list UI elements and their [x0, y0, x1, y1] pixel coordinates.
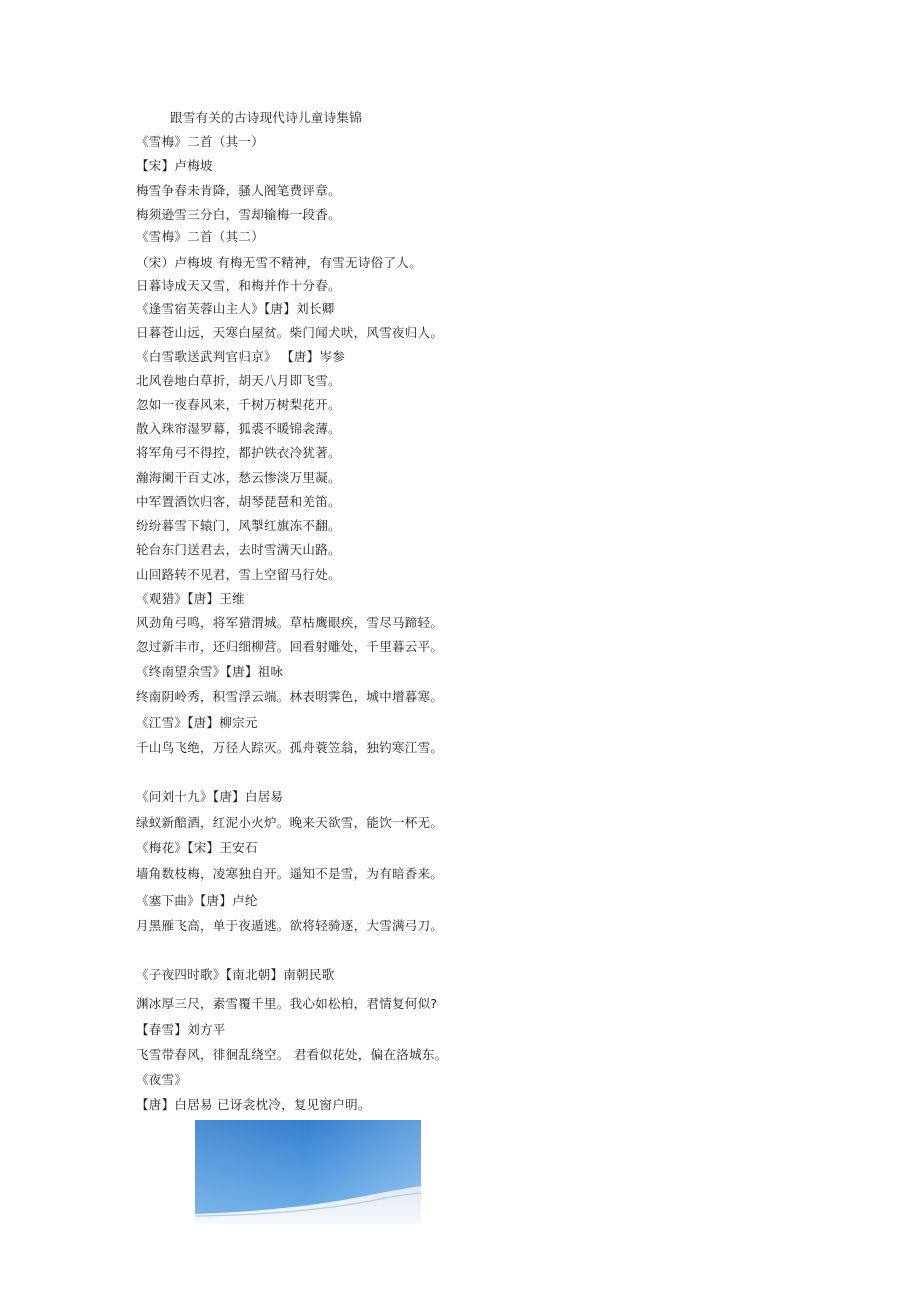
poem-line: 将军角弓不得控，都护铁衣冷犹著。	[136, 445, 341, 460]
document-title: 跟雪有关的古诗现代诗儿童诗集锦	[170, 110, 363, 125]
poem-line: 梅须逊雪三分白，雪却输梅一段香。	[136, 207, 341, 222]
poem-author: 【宋】卢梅坡	[136, 158, 213, 173]
poem-line: （宋）卢梅坡 有梅无雪不精神，有雪无诗俗了人。	[136, 255, 422, 270]
poem-heading: 【春雪】刘方平	[136, 1022, 226, 1037]
poem-line: 飞雪带春风，徘徊乱绕空。 君看似花处，偏在洛城东。	[136, 1047, 448, 1062]
poem-line: 纷纷暮雪下辕门，风掣红旗冻不翻。	[136, 518, 341, 533]
poem-line: 渊冰厚三尺，素雪覆千里。我心如松柏，君情复何似?	[136, 996, 438, 1011]
poem-heading: 《夜雪》	[136, 1072, 188, 1087]
poem-line: 忽过新丰市，还归细柳营。回看射雕处，千里暮云平。	[136, 639, 444, 654]
poem-line: 月黑雁飞高，单于夜遁逃。欲将轻骑逐，大雪满弓刀。	[136, 918, 444, 933]
poem-heading: 《观猎》【唐】王维	[136, 591, 245, 606]
poem-heading: 《雪梅》二首（其一）	[136, 134, 265, 149]
poem-line: 【唐】白居易 已讶衾枕冷，复见窗户明。	[136, 1097, 371, 1112]
poem-heading: 《江雪》【唐】柳宗元	[136, 715, 258, 730]
poem-line: 山回路转不见君，雪上空留马行处。	[136, 567, 341, 582]
poem-line: 终南阴岭秀，积雪浮云端。林表明霁色，城中增暮寒。	[136, 689, 444, 704]
poem-line: 中军置酒饮归客，胡琴琵琶和羌笛。	[136, 494, 341, 509]
poem-line: 散入珠帘湿罗幕，狐裘不暖锦衾薄。	[136, 421, 341, 436]
poem-heading: 《雪梅》二首（其二）	[136, 229, 265, 244]
poem-line: 绿蚁新醅酒，红泥小火炉。晚来天欲雪，能饮一杯无。	[136, 815, 444, 830]
poem-heading: 《白雪歌送武判官归京》 【唐】岑参	[136, 349, 346, 364]
poem-heading: 《逢雪宿芙蓉山主人》【唐】刘长卿	[136, 301, 335, 316]
poem-heading: 《梅花》【宋】王安石	[136, 840, 258, 855]
poem-line: 梅雪争春未肯降，骚人阁笔费评章。	[136, 183, 341, 198]
poem-line: 轮台东门送君去，去时雪满天山路。	[136, 542, 341, 557]
poem-heading: 《塞下曲》【唐】卢纶	[136, 893, 258, 908]
poem-heading: 《子夜四时歌》【南北朝】南朝民歌	[136, 967, 335, 982]
poem-heading: 《问刘十九》【唐】白居易	[136, 789, 284, 804]
snow-sky-image	[195, 1120, 421, 1224]
poem-line: 墙角数枝梅，凌寒独自开。遥知不是雪，为有暗香来。	[136, 866, 444, 881]
poem-heading: 《终南望余雪》【唐】祖咏	[136, 664, 284, 679]
snow-sky-graphic	[195, 1120, 421, 1224]
poem-line: 日暮诗成天又雪，和梅并作十分春。	[136, 278, 341, 293]
poem-line: 忽如一夜春风来，千树万树梨花开。	[136, 397, 341, 412]
poem-line: 千山鸟飞绝，万径人踪灭。孤舟蓑笠翁，独钓寒江雪。	[136, 740, 444, 755]
poem-line: 风劲角弓鸣，将军猎渭城。草枯鹰眼疾，雪尽马蹄轻。	[136, 615, 444, 630]
poem-line: 北风卷地白草折，胡天八月即飞雪。	[136, 373, 341, 388]
poem-line: 瀚海阑干百丈冰，愁云惨淡万里凝。	[136, 470, 341, 485]
poem-line: 日暮苍山远，天寒白屋贫。柴门闻犬吠，风雪夜归人。	[136, 325, 444, 340]
